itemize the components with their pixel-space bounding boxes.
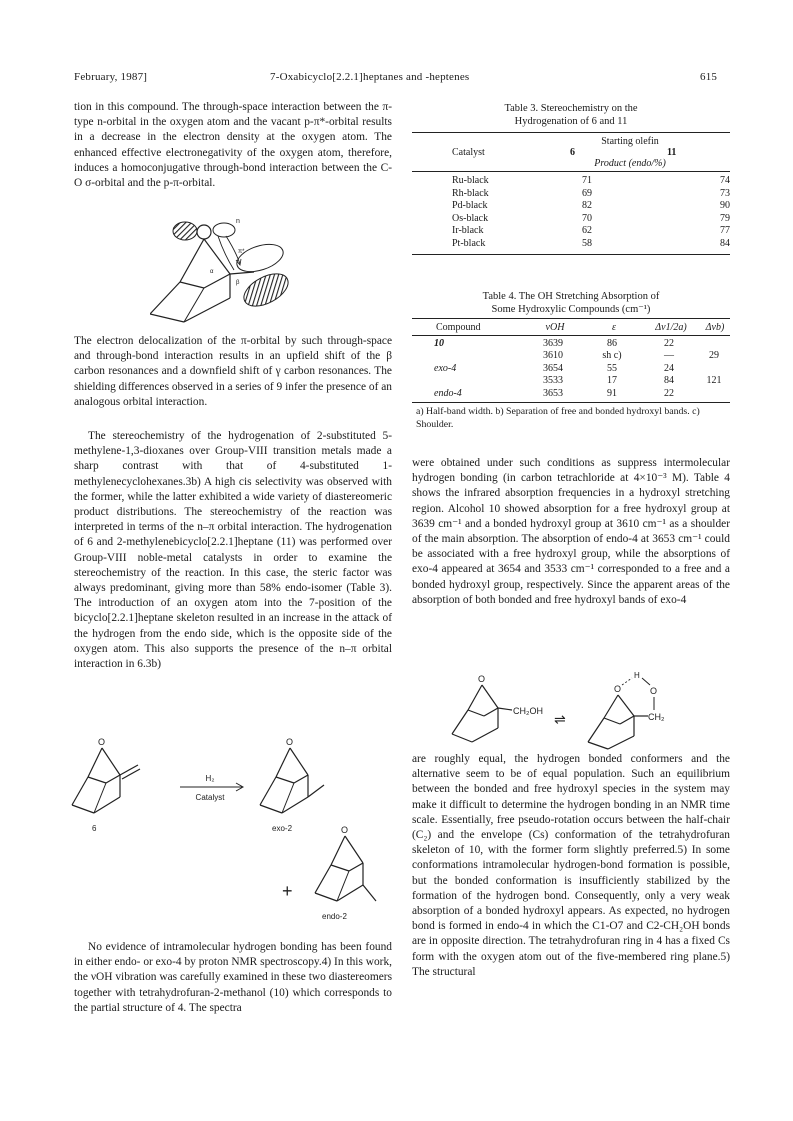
table4-cell-epsilon: 55 (607, 362, 617, 374)
table3-grid (412, 133, 730, 171)
table3-cell-11: 90 (720, 200, 730, 212)
table3-subheader: Product (endo/%) (594, 158, 666, 169)
table3-cell-11: 73 (720, 187, 730, 199)
left-paragraph-3: The stereochemistry of the hydrogenation of 2-substituted 5-methylene-1,3-dioxanes over Group-VIII transition metals made a sharp contrast with that of 4-substituted 1-methylenecyclohexanes.3b) A high cis selectivity was observed with the former, while the latter exhibited a wide variety of diastereomeric product distributions. The stereochemistry of the reaction was interpreted in terms of the n–π orbital interaction. The hydrogenation of 6 and 2-methylenebicyclo[2.2.1]heptane (11) was performed over Group-VIII noble-metal catalysts in order to examine the stereochemistry of the reaction. In this case, the steric factor was always predominant, giving more than 58% endo-isomer (Table 3). The introduction of an oxygen atom into the 7-position of the bicyclo[2.2.1]heptane skeleton resulted in an increase in the attack of the hydrogen from the endo side, which is the opposite side of the oxygen atom. This also supports the presence of the n–π orbital interaction in 6.3b) (74, 430, 392, 671)
label-alpha: α (210, 269, 214, 275)
table3-cell-catalyst: Rh-black (452, 187, 489, 199)
table3-cell-11: 84 (720, 237, 730, 249)
table3-cell-11: 74 (720, 175, 730, 186)
label-endo-2: endo-2 (322, 912, 347, 921)
table3-cell-6: 70 (582, 212, 592, 224)
table4-cell-dhalf: 24 (664, 362, 674, 374)
table3-title-line1: Table 3. Stereochemistry on the (504, 103, 638, 114)
table4-row (412, 375, 730, 387)
atom-o-endo: O (341, 825, 349, 835)
atom-h: H (634, 672, 640, 680)
table4-cell-dnu: 29 (709, 350, 719, 362)
table4-header-voh: νOH (545, 321, 565, 333)
table3-cell-6: 69 (582, 187, 592, 199)
atom-o-exo: O (286, 737, 294, 747)
table4-cell-dnu (698, 363, 730, 375)
table3-cell-6: 82 (582, 200, 592, 212)
table4-cell-dhalf: — (664, 350, 674, 362)
table3-col-catalyst: Catalyst (452, 147, 485, 158)
atom-o-hydroxyl: O (650, 686, 658, 696)
table3-title-line2: Hydrogenation of 6 and 11 (514, 116, 628, 127)
left-paragraph-1: tion in this compound. The through-space interaction between the π-type n-orbital in the oxygen atom and the vacant p-π*-orbital results in a decrease in the electron density at the oxygen atom. The enhanced effective electronegativity of the oxygen atom, therefore, induces a homoconjugative through-bond interaction between the C-O σ-orbital and the p-π-orbital. (74, 101, 392, 190)
table4-cell-dnu (698, 388, 730, 400)
plus-sign: + (282, 881, 293, 901)
table3-cell-catalyst: Pd-black (452, 200, 488, 212)
table4-cell-voh: 3653 (543, 387, 563, 399)
table4-header-dnu: Δνb) (705, 321, 725, 333)
running-header-date: February, 1987] (74, 71, 148, 83)
table4-title-line1: Table 4. The OH Stretching Absorption of (482, 291, 660, 302)
label-compound-6: 6 (92, 824, 97, 833)
table3-cell-catalyst: Os-black (452, 212, 489, 224)
left-paragraph-2: The electron delocalization of the π-orbital by such through-space and through-bond interaction results in an upfield shift of the β carbon resonances and a downfield shift of γ carbon resonances. The shielding differences observed in a series of 9 infer the presence of an analogous orbital interaction. (74, 335, 392, 408)
oxygen-atom-circle (197, 225, 211, 239)
table4-row (412, 338, 730, 350)
table4-cell-dnu: 121 (706, 375, 722, 387)
atom-o-6: O (98, 737, 106, 747)
table4-body (412, 338, 730, 400)
table4-cell-voh: 3610 (543, 350, 563, 362)
hydrogen-bond-equilibrium-scheme (450, 672, 700, 750)
label-exo-2: exo-2 (272, 824, 293, 833)
table4-cell-compound (412, 350, 522, 362)
table4-cell-compound: exo-4 (434, 362, 457, 374)
table3-cell-6: 62 (582, 225, 592, 237)
table4-cell-dhalf: 22 (664, 387, 674, 399)
table4-cell-compound (412, 375, 522, 387)
table3-cell-11: 77 (720, 225, 730, 237)
label-beta: β (236, 280, 240, 286)
table4-row (412, 363, 730, 375)
table3-cell-catalyst: Ir-black (452, 225, 484, 237)
n-orbital-lobe (213, 223, 235, 237)
running-header-title: 7-Oxabicyclo[2.2.1]heptanes and -heptenes (270, 71, 470, 83)
table3-row (412, 175, 730, 188)
table4 (412, 318, 730, 431)
table4-header-epsilon: ε (612, 321, 616, 333)
label-ch2: CH₂ (648, 712, 665, 722)
table3-caption (412, 102, 730, 128)
table4-cell-compound: endo-4 (434, 387, 462, 399)
table4-cell-compound: 10 (434, 338, 444, 349)
label-pi-star: π* (238, 249, 245, 255)
table4-row (412, 388, 730, 400)
table3-body (412, 175, 730, 251)
label-ch2oh: CH₂OH (513, 706, 543, 716)
table4-cell-voh: 3654 (543, 362, 563, 374)
pi-star-lobe-upper (233, 239, 286, 277)
table3-row (412, 225, 730, 238)
table4-title-line2: Some Hydroxylic Compounds (cm⁻¹) (491, 304, 651, 315)
atom-o-free: O (478, 674, 486, 684)
table4-header-compound: Compound (436, 322, 481, 333)
table4-row (412, 350, 730, 362)
table3-cell-6: 71 (582, 175, 592, 186)
pi-lobe-lower (239, 267, 294, 312)
right-paragraph-2: are roughly equal, the hydrogen bonded conformers and the alternative seem to be of equal population. Such an equilibrium between the bonded and free hydroxyl species in the system may make it difficult to determine the hydrogen bonding in an NMR time scale. Essentially, free pseudo-rotation occurs between the half-chair (C₂) and the envelope (Cs) conformation of the tetrahydrofuran skeleton of 10, with the former form slightly preferred.5) In some conformations intramolecular hydrogen-bond formation is possible, but the bonded conformation is insufficiently stabilized by the formation of the hydrogen bond. Consequently, only a very weak absorption of a bonded hydroxyl appears. As expected, no hydrogen bond is formed in endo-4 in which the C1-O7 and C2-CH₂OH bonds are in opposite direction. The tetrahydrofuran ring in 4 has a fixed Cs form with the oxygen atom out of the five-membered ring plane.5) The structural (412, 753, 730, 978)
filled-lobe-left (173, 222, 197, 240)
table4-cell-dhalf: 22 (664, 338, 674, 349)
table3-row (412, 213, 730, 226)
table3-cell-6: 58 (582, 237, 592, 249)
table4-cell-dhalf: 84 (664, 375, 674, 387)
hydrogenation-scheme (70, 735, 400, 925)
table4-cell-voh: 3533 (543, 375, 563, 387)
left-paragraph-4: No evidence of intramolecular hydrogen bonding has been found in either endo- or exo-4 by proton NMR spectroscopy.4) In this work, the νOH vibration was carefully examined in these two diastereomers together with tetrahydrofuran-2-methanol (10) which corresponds to the partial structure of 4. The spectra (74, 941, 392, 1014)
table4-footnote: a) Half-band width. b) Separation of free and bonded hydroxyl bands. c) Shoulder. (416, 406, 700, 430)
table3-cell-11: 79 (720, 212, 730, 224)
orbital-interaction-figure (150, 218, 340, 330)
table3 (412, 132, 730, 255)
label-n: n (236, 218, 240, 225)
table4-cell-epsilon: sh c) (602, 350, 622, 362)
table4-cell-dnu (698, 338, 730, 350)
table4-cell-epsilon: 17 (607, 375, 617, 387)
reagent-catalyst: Catalyst (195, 793, 225, 802)
atom-o-bonded: O (614, 684, 622, 694)
table3-row (412, 200, 730, 213)
table3-col-6: 6 (570, 147, 575, 158)
table3-cell-catalyst: Ru-black (452, 175, 489, 186)
table3-row (412, 238, 730, 251)
table3-row (412, 188, 730, 201)
table4-caption (412, 290, 730, 316)
equilibrium-arrow: ⇌ (554, 711, 566, 727)
table4-cell-epsilon: 91 (607, 387, 617, 399)
table4-header-dhalf: Δν1/2a) (655, 321, 687, 333)
reagent-h2: H₂ (205, 774, 215, 783)
right-paragraph-1: were obtained under such conditions as suppress intermolecular hydrogen bonding (in carbon tetrachloride at 4×10⁻³ M). Table 4 shows the infrared absorption frequencies in a hydroxyl stretching region. Alcohol 10 showed absorption for a free hydroxyl group at 3639 cm⁻¹ and a bonded hydroxyl group at 3610 cm⁻¹ as a shoulder of the main absorption. The absorption of endo-4 at 3653 cm⁻¹ could be associated with a free hydroxyl group, while the absorptions of exo-4 appeared at 3654 and 3533 cm⁻¹ corresponded to a free and a bonded hydroxyl group, respectively. Since the apparent areas of the absorption of both bonded and free hydroxyl bands of exo-4 (412, 457, 730, 606)
table3-col-11: 11 (666, 147, 677, 158)
table3-span-header: Starting olefin (601, 136, 659, 147)
table4-cell-voh: 3639 (543, 338, 563, 349)
table4-header (412, 319, 730, 335)
table3-cell-catalyst: Pt-black (452, 237, 486, 249)
table4-cell-epsilon: 86 (607, 338, 617, 349)
page-number: 615 (700, 71, 718, 83)
